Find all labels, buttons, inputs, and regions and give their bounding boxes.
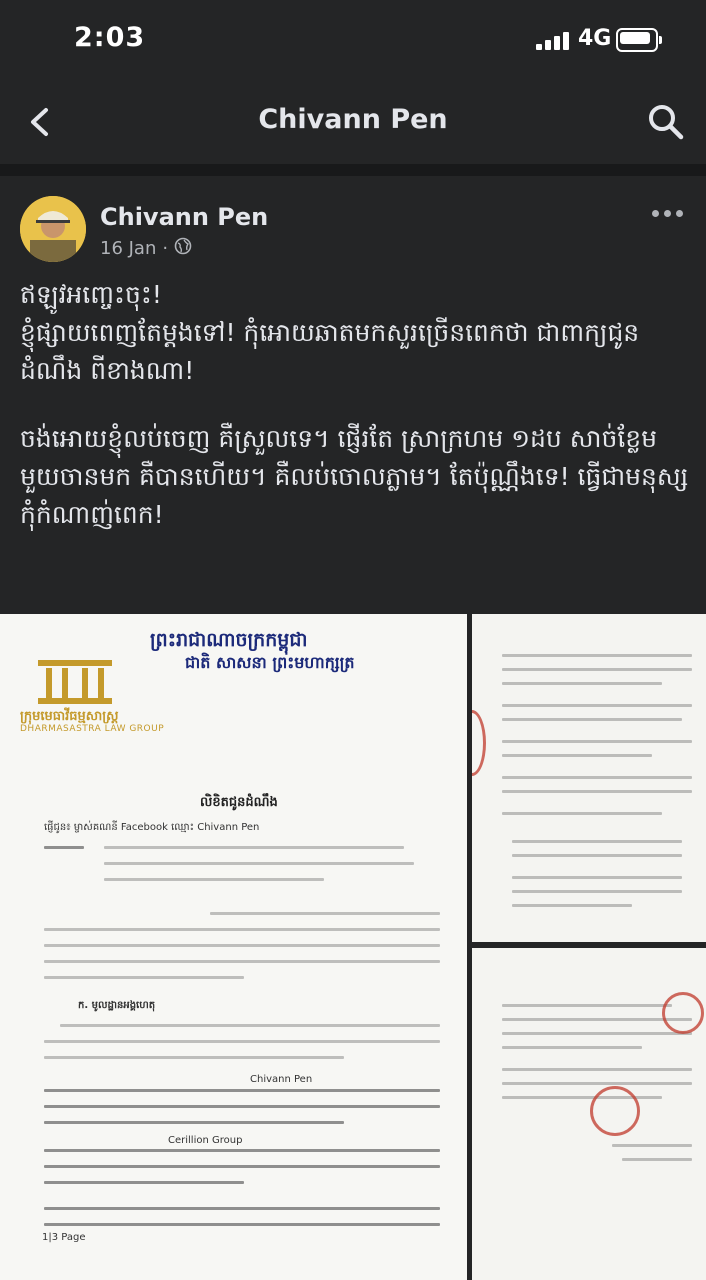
page-title: Chivann Pen: [258, 104, 448, 135]
status-bar: [0, 0, 706, 80]
law-firm-name: ក្រុមមេធាវីធម្មសាស្ត្រ: [20, 709, 119, 724]
gallery-image-main[interactable]: [0, 614, 467, 1280]
search-icon[interactable]: [646, 102, 686, 142]
gallery-image-side-2[interactable]: [472, 948, 706, 1280]
doc-header-kingdom: ព្រះរាជាណាចក្រកម្ពុជា: [150, 629, 308, 651]
meta-separator: ·: [162, 238, 169, 259]
avatar[interactable]: [20, 196, 86, 262]
law-firm-name-en: DHARMASASTRA LAW GROUP: [20, 724, 165, 734]
post-date[interactable]: 16 Jan: [100, 238, 157, 259]
doc-mention-group: Cerillion Group: [168, 1135, 243, 1146]
post-body: [20, 276, 692, 564]
law-firm-logo-icon: [30, 654, 120, 706]
post-meta: [100, 237, 192, 260]
section-heading: ក. មូលដ្ឋានអង្គហេតុ: [78, 1000, 156, 1011]
gallery-image-side-1[interactable]: [472, 614, 706, 942]
signal-icon: [536, 30, 570, 50]
battery-icon: [616, 28, 658, 52]
status-time: 2:03: [74, 22, 146, 53]
photo-gallery: [0, 612, 706, 1280]
post-author-name[interactable]: Chivann Pen: [100, 203, 269, 231]
post-paragraph: ចង់អោយខ្ញុំលប់ចេញ គឺស្រួលទេ។ ផ្ញើរតែ ស្រាក្រហម ១ដប សាច់ខ្លែម មួយចានមក គឺបានហើយ។ គឺលប់ចោលភ្លាម។ តែប៉ុណ្ណឹងទេ! ធ្វើជាមនុស្ស កុំកំណាញ់ពេក!: [20, 424, 689, 529]
letter-recipient: ផ្ញើជូន៖ ម្ចាស់គណនី Facebook ឈ្មោះ Chivann Pen: [44, 822, 260, 833]
top-nav-bar: [0, 80, 706, 164]
doc-mention-name: Chivann Pen: [250, 1074, 313, 1085]
page-marker: 1|3 Page: [42, 1232, 86, 1243]
more-options-icon[interactable]: [652, 206, 686, 222]
globe-icon: [174, 237, 192, 260]
network-label: 4G: [578, 26, 612, 51]
letter-title: លិខិតជូនដំណឹង: [200, 795, 278, 810]
post-paragraph: ឥឡូវអញ្ចេះចុះ! ខ្ញុំផ្សាយពេញតែម្ដងទៅ! កុំអោយឆាតមកសួរច្រើនពេកថា ជាពាក្យជូនដំណឹង ពីខាងណា!: [20, 280, 640, 385]
doc-header-motto: ជាតិ សាសនា ព្រះមហាក្សត្រ: [185, 653, 355, 672]
section-divider: [0, 164, 706, 176]
